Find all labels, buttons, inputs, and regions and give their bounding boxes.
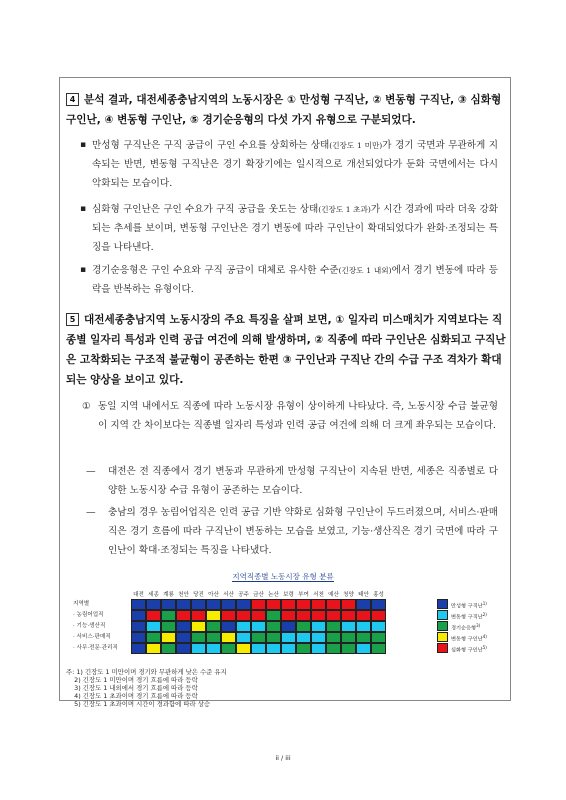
city-label: 공주 [238, 592, 249, 598]
grid-cell [191, 643, 206, 654]
city-label: 당진 [193, 592, 204, 598]
grid-cell [161, 632, 176, 643]
row-label: · 농림어업직 [73, 612, 104, 618]
dash-daejeon-sejong: — 대전은 전 직종에서 경기 변동과 무관하게 만성형 구직난이 지속된 반면, 세종은 직종별로 다양한 노동시장 수급 유형이 공존하는 모습이다. [86, 466, 498, 496]
grid-cell [296, 621, 311, 632]
grid-cell [221, 643, 236, 654]
city-label: 홍성 [373, 592, 384, 598]
grid-cell [206, 643, 221, 654]
bullet-deepening-hiring: ▪ 심화형 구인난은 구인 수요가 구직 공급을 웃도는 상태(긴장도 1 초과)가 시간 경과에 따라 더욱 강화되는 추세를 보이며, 변동형 구인난은 경기 변동에 따라 구인난이 확대되었다가 완화·조정되는 특징을 나타낸다. [80, 200, 498, 257]
city-label: 세종 [148, 592, 159, 598]
bullet-chronic-job-seeking: ▪ 만성형 구직난은 구직 공급이 구인 수요를 상회하는 상태(긴장도 1 미만)가 경기 국면과 무관하게 지속되는 반면, 변동형 구직난은 경기 확장기에는 일시적으로 개선되었다가 둔화 국면에서는 다시 악화되는 모습이다. [80, 136, 498, 193]
legend-swatch [437, 599, 448, 609]
grid-cell [341, 621, 356, 632]
grid-cell [236, 621, 251, 632]
grid-cell [296, 599, 311, 610]
city-label: 서천 [313, 592, 324, 598]
grid-cell [356, 643, 371, 654]
section-5-heading: 5 대전세종충남지역 노동시장의 주요 특징을 살펴 보면, ① 일자리 미스매치가 지역보다는 직종별 일자리 특성과 인력 공급 여건에 의해 발생하며, ② 직종에 따라 구인난은 심화되고 구직난은 고착화되는 구조적 불균형이 공존하는 한편 ③ 구인난과 구직난 간의 수급 구조 격차가 확대되는 양상을 보이고 있다. [66, 314, 506, 386]
grid-cell [296, 610, 311, 621]
grid-cell [281, 599, 296, 610]
grid-cell [356, 632, 371, 643]
dash-chungnam: — 충남의 경우 농림어업직은 인력 공급 기반 약화로 심화형 구인난이 두드러졌으며, 서비스·판매직은 경기 흐름에 따라 구직난이 변동하는 모습을 보였고, 기능·생산직은 경기 국면에 따라 구인난이 확대·조정되는 특징을 나타냈다. [86, 507, 498, 556]
grid-cell [146, 610, 161, 621]
grid-cell [371, 610, 386, 621]
row-label: · 기능·생산직 [73, 623, 106, 629]
grid-cell [326, 632, 341, 643]
grid-cell [221, 621, 236, 632]
city-label: 계룡 [163, 592, 174, 598]
section-4-heading: 4 분석 결과, 대전세종충남지역의 노동시장은 ① 만성형 구직난, ② 변동형 구직난, ③ 심화형 구인난, ④ 변동형 구인난, ⑤ 경기순응형의 다섯 가지 유형으로 구분되었다. [66, 94, 502, 126]
grid-cell [326, 610, 341, 621]
grid-cell [281, 643, 296, 654]
grid-cell [131, 621, 146, 632]
bullet-procyclical: ▪ 경기순응형은 구인 수요와 구직 공급이 대체로 유사한 수준(긴장도 1 내외)에서 경기 변동에 따라 등락을 반복하는 유형이다. [80, 261, 498, 299]
grid-cell [266, 610, 281, 621]
grid-cell [296, 632, 311, 643]
city-label: 서산 [223, 592, 234, 598]
legend-swatch [437, 621, 448, 631]
grid-cell [266, 643, 281, 654]
grid-cell [326, 643, 341, 654]
subpoint-1: ① 동일 지역 내에서도 직종에 따라 노동시장 유형이 상이하게 나타났다. 즉, 노동시장 수급 불균형이 지역 간 차이보다는 직종별 일자리 특성과 인력 공급 여건에 의해 더 크게 좌우되는 모습이다. [82, 401, 498, 431]
grid-cell [221, 599, 236, 610]
grid-cell [236, 632, 251, 643]
grid-cell [311, 599, 326, 610]
grid-cell [266, 632, 281, 643]
grid-cell [251, 610, 266, 621]
row-label: · 서비스·판매직 [73, 634, 111, 640]
grid-cell [146, 643, 161, 654]
legend-label: 심화형 구인난$^{5)}$ [451, 645, 487, 654]
grid-cell [131, 632, 146, 643]
grid-cell [176, 643, 191, 654]
bullet-marker: ▪ [80, 265, 87, 275]
section-number: 5 [66, 313, 79, 326]
grid-cell [356, 621, 371, 632]
grid-cell [266, 599, 281, 610]
grid-cell [311, 610, 326, 621]
grid-cell [371, 599, 386, 610]
city-label: 태안 [358, 592, 369, 598]
legend-label: 경기순응형$^{3)}$ [451, 623, 481, 632]
grid-cell [341, 610, 356, 621]
city-label: 아산 [208, 592, 219, 598]
grid-cell [251, 643, 266, 654]
grid-cell [266, 621, 281, 632]
grid-cell [161, 599, 176, 610]
legend-swatch [437, 610, 448, 620]
grid-cell [131, 599, 146, 610]
grid-cell [146, 632, 161, 643]
grid-cell [131, 643, 146, 654]
grid-cell [191, 621, 206, 632]
grid-cell [206, 632, 221, 643]
grid-cell [341, 643, 356, 654]
legend-label: 만성형 구직난$^{1)}$ [451, 601, 487, 610]
city-label: 예산 [328, 592, 339, 598]
bullet-marker: ▪ [80, 204, 87, 214]
grid-cell [311, 632, 326, 643]
grid-cell [356, 610, 371, 621]
chart-title: 지역직종별 노동시장 유형 분류 [232, 572, 334, 581]
grid-cell [311, 621, 326, 632]
city-label: 금산 [253, 592, 264, 598]
grid-cell [251, 599, 266, 610]
grid-cell [251, 621, 266, 632]
legend-label: 변동형 구직난$^{2)}$ [451, 612, 487, 621]
grid-cell [221, 610, 236, 621]
city-label: 대전 [133, 592, 144, 598]
page-number: ii / iii [275, 754, 291, 762]
grid-cell [191, 610, 206, 621]
grid-cell [161, 643, 176, 654]
grid-cell [176, 632, 191, 643]
grid-cell [326, 599, 341, 610]
grid-cell [236, 599, 251, 610]
grid-cell [311, 643, 326, 654]
grid-cell [281, 632, 296, 643]
grid-cell [236, 610, 251, 621]
legend-swatch [437, 643, 448, 653]
grid-cell [341, 599, 356, 610]
grid-cell [161, 610, 176, 621]
grid-cell [341, 632, 356, 643]
section-number: 4 [66, 93, 79, 106]
grid-cell [326, 621, 341, 632]
bullet-marker: ▪ [80, 140, 87, 150]
grid-cell [146, 621, 161, 632]
row-label: 지역별 [73, 601, 90, 607]
chart-notes: 주: 1) 긴장도 1 미만이며 경기와 무관하게 낮은 수준 유지 2) 긴장도 1 미만이며 경기 흐름에 따라 등락 3) 긴장도 1 내외에서 경기 흐름에 따라 등락 4) 긴장도 1 초과이며 경기 흐름에 따라 등락 5) 긴장도 1 초과이며 시간이 경과함에 따라 상승 [66, 668, 227, 708]
grid-cell [296, 643, 311, 654]
grid-cell [131, 610, 146, 621]
city-label: 청양 [343, 592, 354, 598]
legend-swatch [437, 632, 448, 642]
grid-cell [161, 621, 176, 632]
grid-cell [251, 632, 266, 643]
grid-cell [281, 621, 296, 632]
city-label: 보령 [283, 592, 294, 598]
grid-cell [371, 621, 386, 632]
row-label: · 사무·전문·관리직 [73, 645, 118, 651]
grid-cell [206, 610, 221, 621]
city-label: 부여 [298, 592, 309, 598]
grid-cell [146, 599, 161, 610]
grid-cell [356, 599, 371, 610]
grid-cell [176, 599, 191, 610]
grid-cell [371, 643, 386, 654]
grid-cell [176, 621, 191, 632]
grid-cell [191, 632, 206, 643]
grid-cell [236, 643, 251, 654]
grid-cell [191, 599, 206, 610]
grid-cell [371, 632, 386, 643]
city-label: 논산 [268, 592, 279, 598]
grid-cell [206, 621, 221, 632]
city-label: 천안 [178, 592, 189, 598]
legend-label: 변동형 구인난$^{4)}$ [451, 634, 487, 643]
grid-cell [176, 610, 191, 621]
grid-cell [206, 599, 221, 610]
grid-cell [281, 610, 296, 621]
grid-cell [221, 632, 236, 643]
